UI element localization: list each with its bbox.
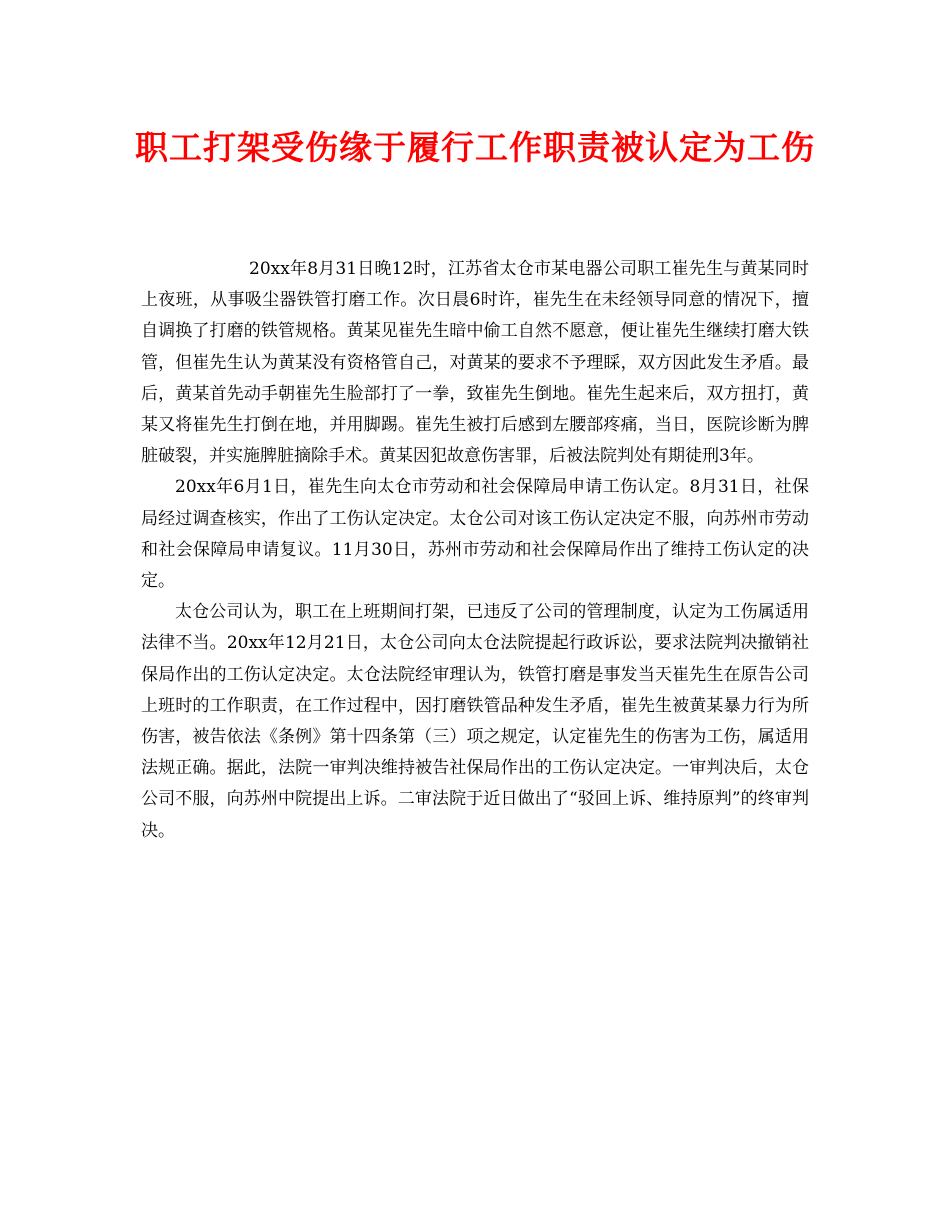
paragraph-application: 20xx年6月1日，崔先生向太仓市劳动和社会保障局申请工伤认定。8月31日，社保局经过调查核实，作出了工伤认定决定。太仓公司对该工伤认定决定不服，向苏州市劳动和社会保障局申请复议。11月30日，苏州市劳动和社会保障局作出了维持工伤认定的决定。 [141, 477, 809, 592]
paragraph-litigation: 太仓公司认为，职工在上班期间打架，已违反了公司的管理制度，认定为工伤属适用法律不当。20xx年12月21日，太仓公司向太仓法院提起行政诉讼，要求法院判决撤销社保局作出的工伤认定决定。太仓法院经审理认为，铁管打磨是事发当天崔先生在原告公司上班时的工作职责，在工作过程中，因打磨铁管品种发生矛盾，崔先生被黄某暴力行为所伤害，被告依法《条例》第十四条第（三）项之规定，认定崔先生的伤害为工伤，属适用法规正确。据此，法院一审判决维持被告社保局作出的工伤认定决定。一审判决后，太仓公司不服，向苏州中院提出上诉。二审法院于近日做出了“驳回上诉、维持原判”的终审判决。 [141, 602, 809, 841]
document-body [141, 254, 809, 847]
page-title: 职工打架受伤缘于履行工作职责被认定为工伤 [135, 128, 815, 167]
paragraph-incident: 20xx年8月31日晚12时，江苏省太仓市某电器公司职工崔先生与黄某同时上夜班，从事吸尘器铁管打磨工作。次日晨6时许，崔先生在未经领导同意的情况下，擅自调换了打磨的铁管规格。黄某见崔先生暗中偷工自然不愿意，便让崔先生继续打磨大铁管，但崔先生认为黄某没有资格管自己，对黄某的要求不予理睬，双方因此发生矛盾。最后，黄某首先动手朝崔先生脸部打了一拳，致崔先生倒地。崔先生起来后，双方扭打，黄某又将崔先生打倒在地，并用脚踢。崔先生被打后感到左腰部疼痛，当日，医院诊断为脾脏破裂，并实施脾脏摘除手术。黄某因犯故意伤害罪，后被法院判处有期徒刑3年。 [141, 259, 809, 467]
